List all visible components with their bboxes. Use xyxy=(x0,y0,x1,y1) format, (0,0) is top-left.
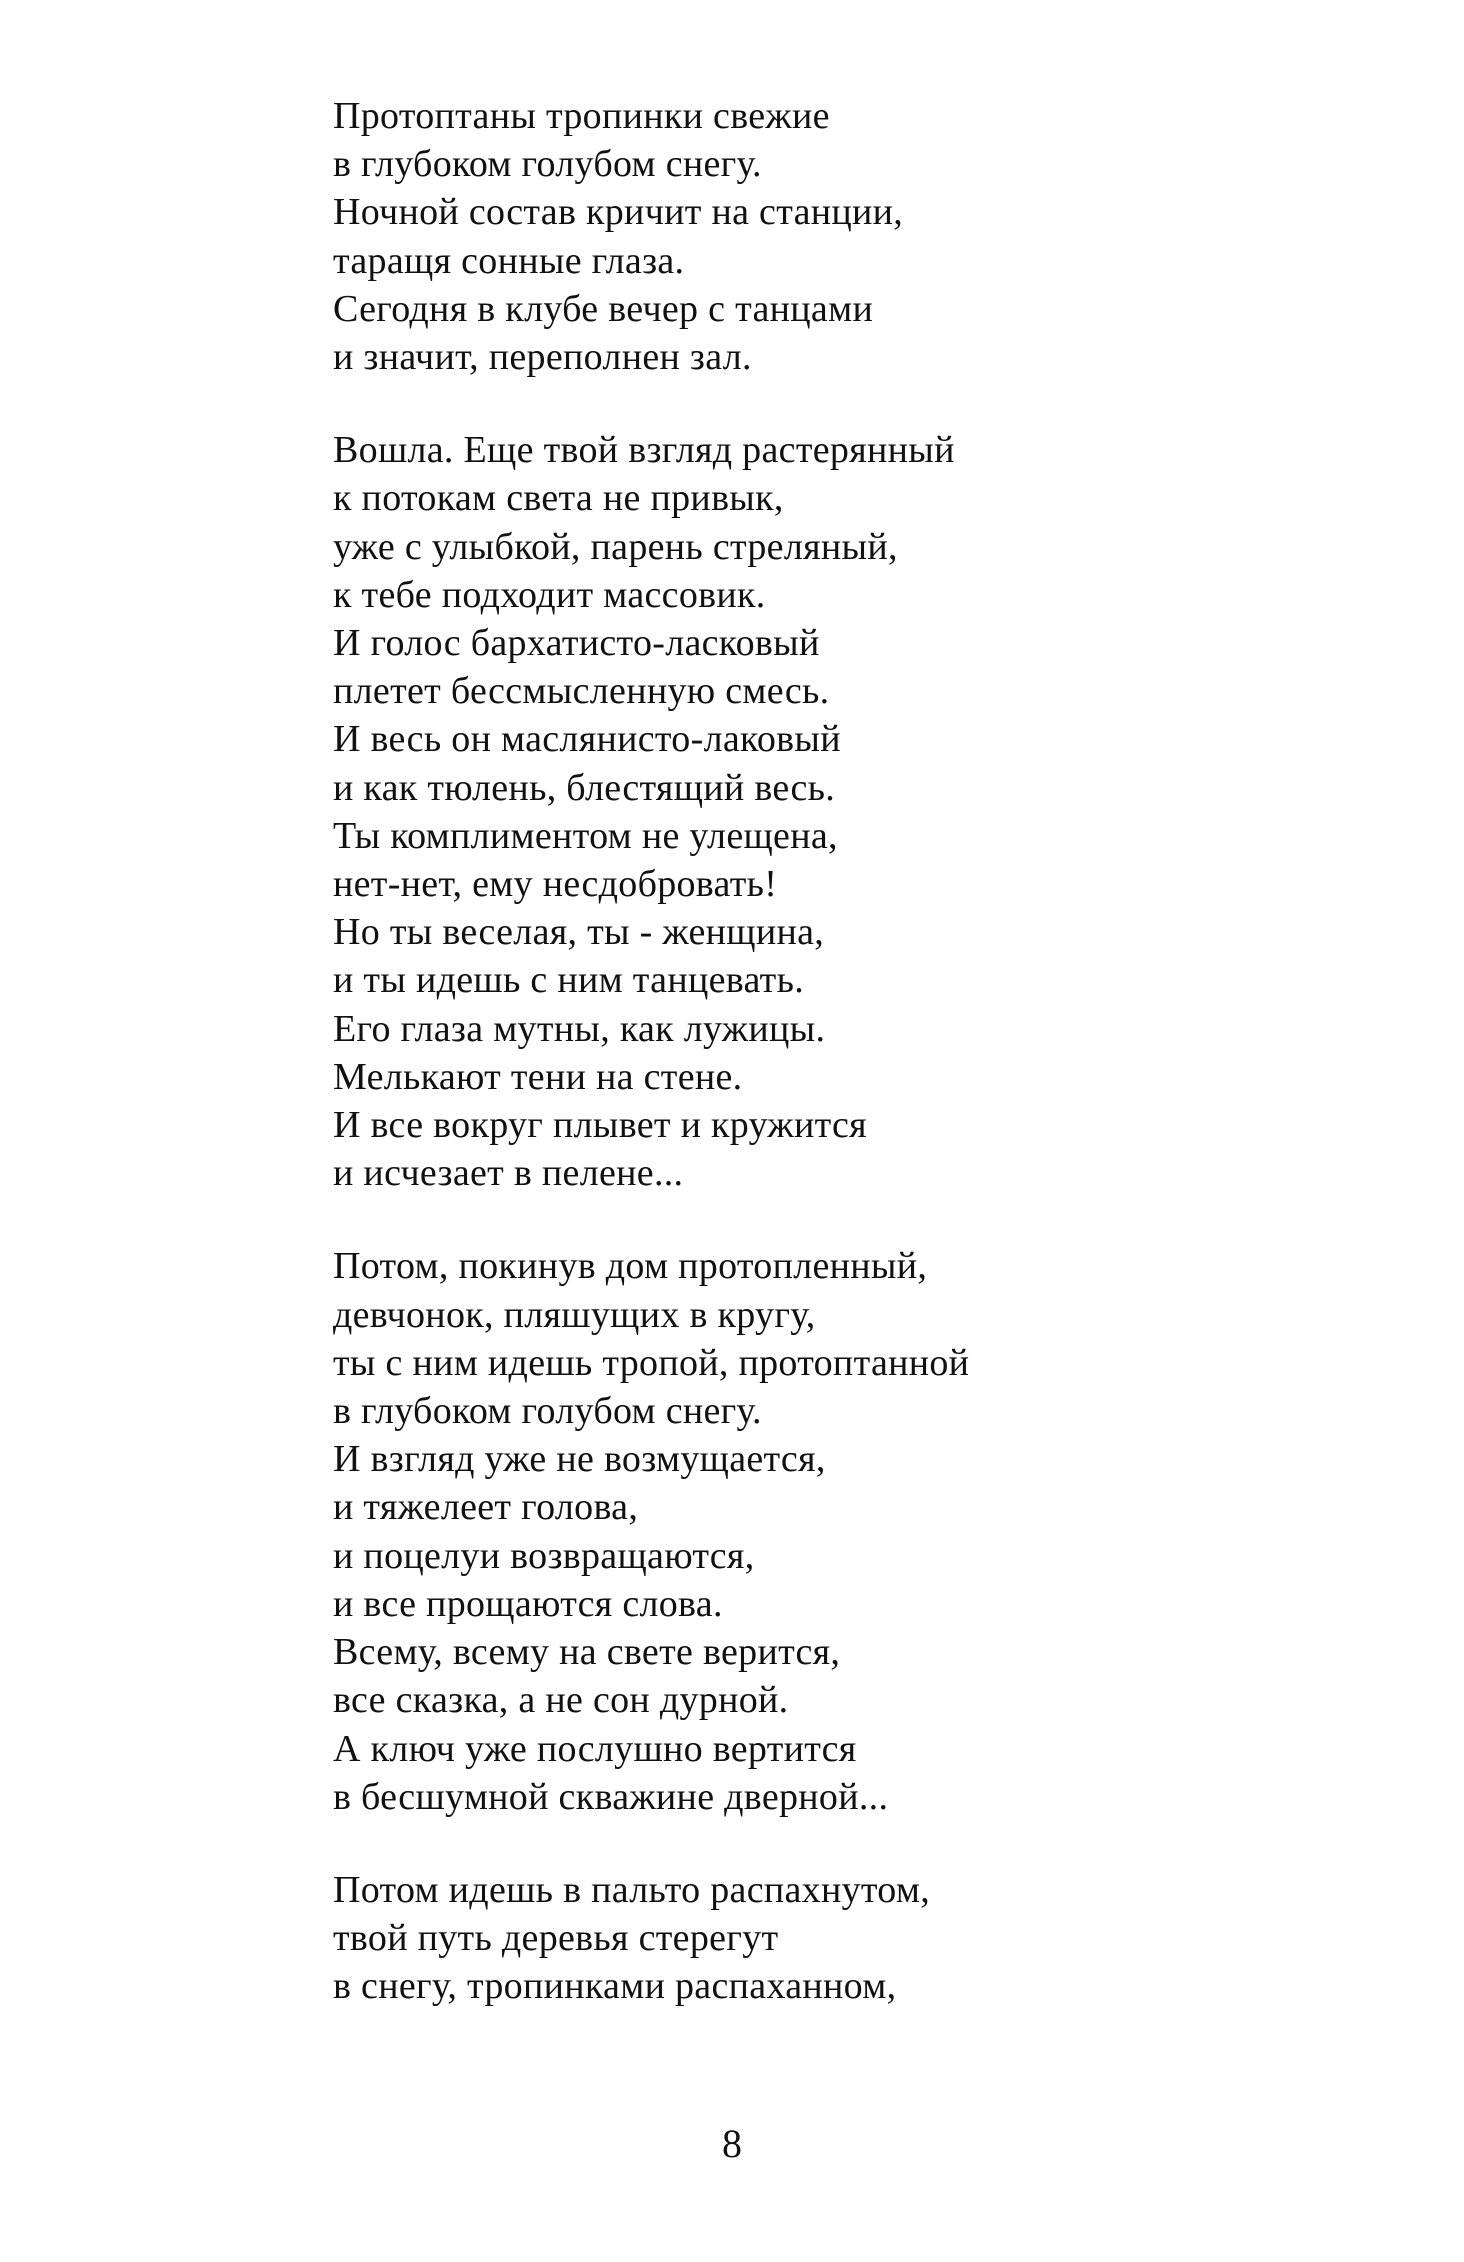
poem-line: Ты комплиментом не улещена, xyxy=(333,814,838,857)
poem-line: плетет бессмысленную смесь. xyxy=(333,670,830,713)
poem-line: в глубоком голубом снегу. xyxy=(333,1390,762,1433)
poem-line: Сегодня в клубе вечер с танцами xyxy=(333,287,874,330)
poem-line: в бесшумной скважине дверной... xyxy=(333,1775,889,1818)
poem-line: И голос бархатисто-ласковый xyxy=(333,622,820,665)
poem-line: и поцелуи возвращаются, xyxy=(333,1534,755,1577)
poem-line: и тяжелеет голова, xyxy=(333,1486,639,1529)
poem-line: и ты идешь с ним танцевать. xyxy=(333,959,805,1002)
poem-line: в снегу, тропинками распаханном, xyxy=(333,1965,897,2008)
page-number: 8 xyxy=(722,2121,742,2166)
poem-line: нет-нет, ему несдобровать! xyxy=(333,863,778,906)
poem-line: А ключ уже послушно вертится xyxy=(333,1727,857,1770)
poem-line: Ночной состав кричит на станции, xyxy=(333,191,904,234)
poem-text xyxy=(333,92,1333,2056)
poem-line: И взгляд уже не возмущается, xyxy=(333,1438,826,1481)
poem-line: девчонок, пляшущих в кругу, xyxy=(333,1293,816,1336)
poem-line: Потом идешь в пальто распахнутом, xyxy=(333,1868,931,1911)
poem-line: все сказка, а не сон дурной. xyxy=(333,1679,789,1722)
poem-line: И все вокруг плывет и кружится xyxy=(333,1104,867,1147)
poem-line: к тебе подходит массовик. xyxy=(333,573,766,616)
poem-line: уже с улыбкой, парень стреляный, xyxy=(333,525,898,568)
poem-line: Мелькают тени на стене. xyxy=(333,1055,743,1098)
poem-line: и значит, переполнен зал. xyxy=(333,336,752,379)
poem-line: и как тюлень, блестящий весь. xyxy=(333,766,836,809)
poem-line: Вошла. Еще твой взгляд растерянный xyxy=(333,429,955,472)
poem-line: и исчезает в пелене... xyxy=(333,1152,684,1195)
poem-line: и все прощаются слова. xyxy=(333,1582,723,1625)
poem-stanza xyxy=(333,92,1333,381)
poem-line: таращя сонные глаза. xyxy=(333,239,685,282)
poem-stanza xyxy=(333,1866,1333,2011)
poem-line: твой путь деревья стерегут xyxy=(333,1917,779,1960)
poem-line: И весь он маслянисто-лаковый xyxy=(333,718,841,761)
poem-line: Его глаза мутны, как лужицы. xyxy=(333,1007,826,1050)
poem-line: Потом, покинув дом протопленный, xyxy=(333,1245,928,1288)
poem-line: Но ты веселая, ты - женщина, xyxy=(333,911,825,954)
poem-line: Протоптаны тропинки свежие xyxy=(333,95,830,137)
poem-line: в глубоком голубом снегу. xyxy=(333,143,762,186)
poem-line: ты с ним идешь тропой, протоптанной xyxy=(333,1341,970,1384)
poem-stanza xyxy=(333,1242,1333,1820)
poem-line: Всему, всему на свете верится, xyxy=(333,1631,841,1674)
poem-stanza xyxy=(333,426,1333,1197)
poem-line: к потокам света не привык, xyxy=(333,477,784,520)
